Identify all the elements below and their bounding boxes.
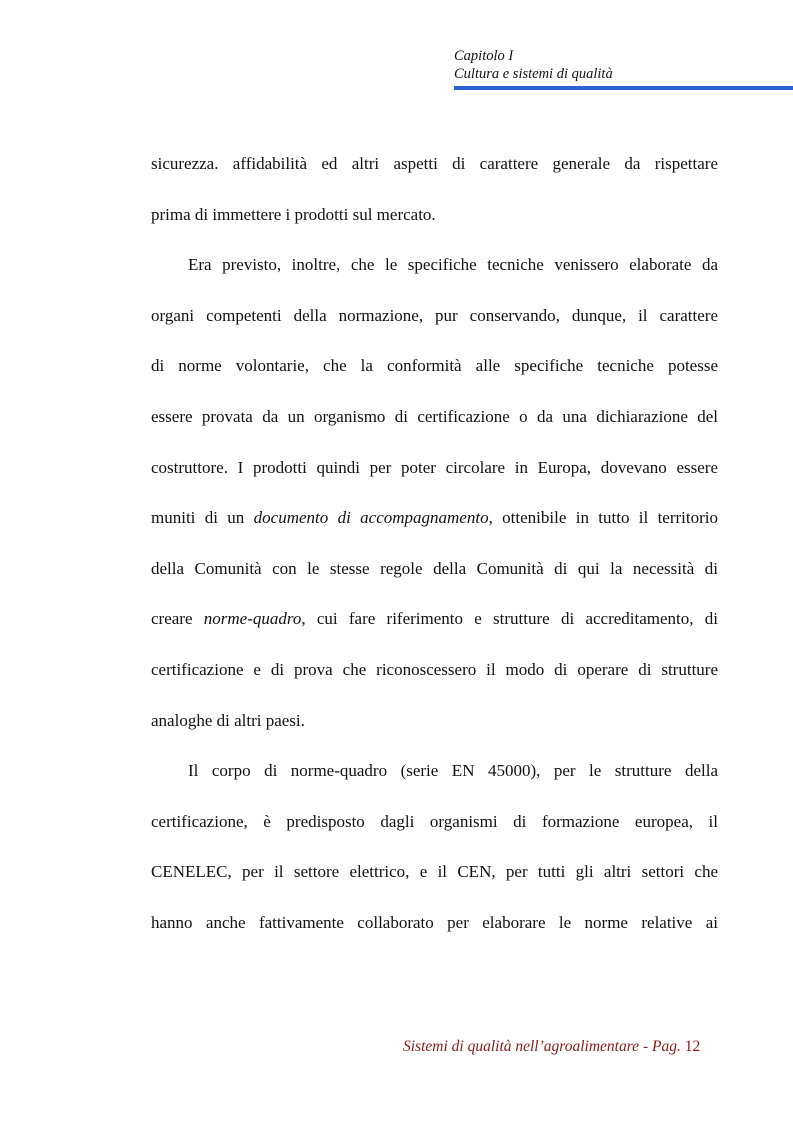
text-line: costruttore. I prodotti quindi per poter circolare in Europa, dovevano essere bbox=[151, 457, 718, 477]
header-rule bbox=[454, 86, 793, 90]
emphasis: norme-quadro bbox=[203, 609, 302, 629]
text-line: certificazione e di prova che riconoscessero il modo di operare di strutture bbox=[151, 659, 718, 679]
text-line: della Comunità con le stesse regole della Comunità di qui la necessità di bbox=[151, 558, 718, 578]
text-line: CENELEC, per il settore elettrico, e il CEN, per tutti gli altri settori che bbox=[151, 862, 718, 882]
text-line: organi competenti della normazione, pur conservando, dunque, il carattere bbox=[151, 305, 718, 325]
text-line: di norme volontarie, che la conformità alle specifiche tecniche potesse bbox=[151, 356, 718, 376]
text-line: essere provata da un organismo di certificazione o da una dichiarazione del bbox=[151, 406, 718, 426]
text-line: sicurezza. affidabilità ed altri aspetti di carattere generale da rispettare bbox=[151, 154, 718, 173]
text-line: Il corpo di norme-quadro (serie EN 45000), per le strutture della bbox=[188, 761, 718, 781]
text-line: hanno anche fattivamente collaborato per elaborare le norme relative ai bbox=[151, 912, 718, 932]
text-line: Era previsto, inoltre, che le specifiche tecniche venissero elaborate da bbox=[188, 255, 718, 275]
body-text bbox=[151, 145, 718, 955]
page-number: 12 bbox=[684, 1038, 701, 1055]
chapter-title: Cultura e sistemi di qualità bbox=[454, 66, 613, 82]
chapter-label: Capitolo I bbox=[454, 48, 514, 64]
text-line: certificazione, è predisposto dagli organismi di formazione europea, il bbox=[151, 811, 718, 831]
text-line: creare norme-quadro, cui fare riferimento e strutture di accreditamento, di bbox=[151, 609, 718, 629]
footer-title: Sistemi di qualità nell’agroalimentare - Pag. bbox=[403, 1038, 681, 1055]
text-line: prima di immettere i prodotti sul mercato. bbox=[151, 204, 436, 224]
emphasis: documento di accompagnamento bbox=[253, 508, 489, 528]
text-line: muniti di un documento di accompagnamento, ottenibile in tutto il territorio bbox=[151, 508, 719, 528]
text-line: analoghe di altri paesi. bbox=[151, 710, 305, 730]
page-footer bbox=[403, 1038, 700, 1056]
running-header bbox=[454, 47, 793, 83]
